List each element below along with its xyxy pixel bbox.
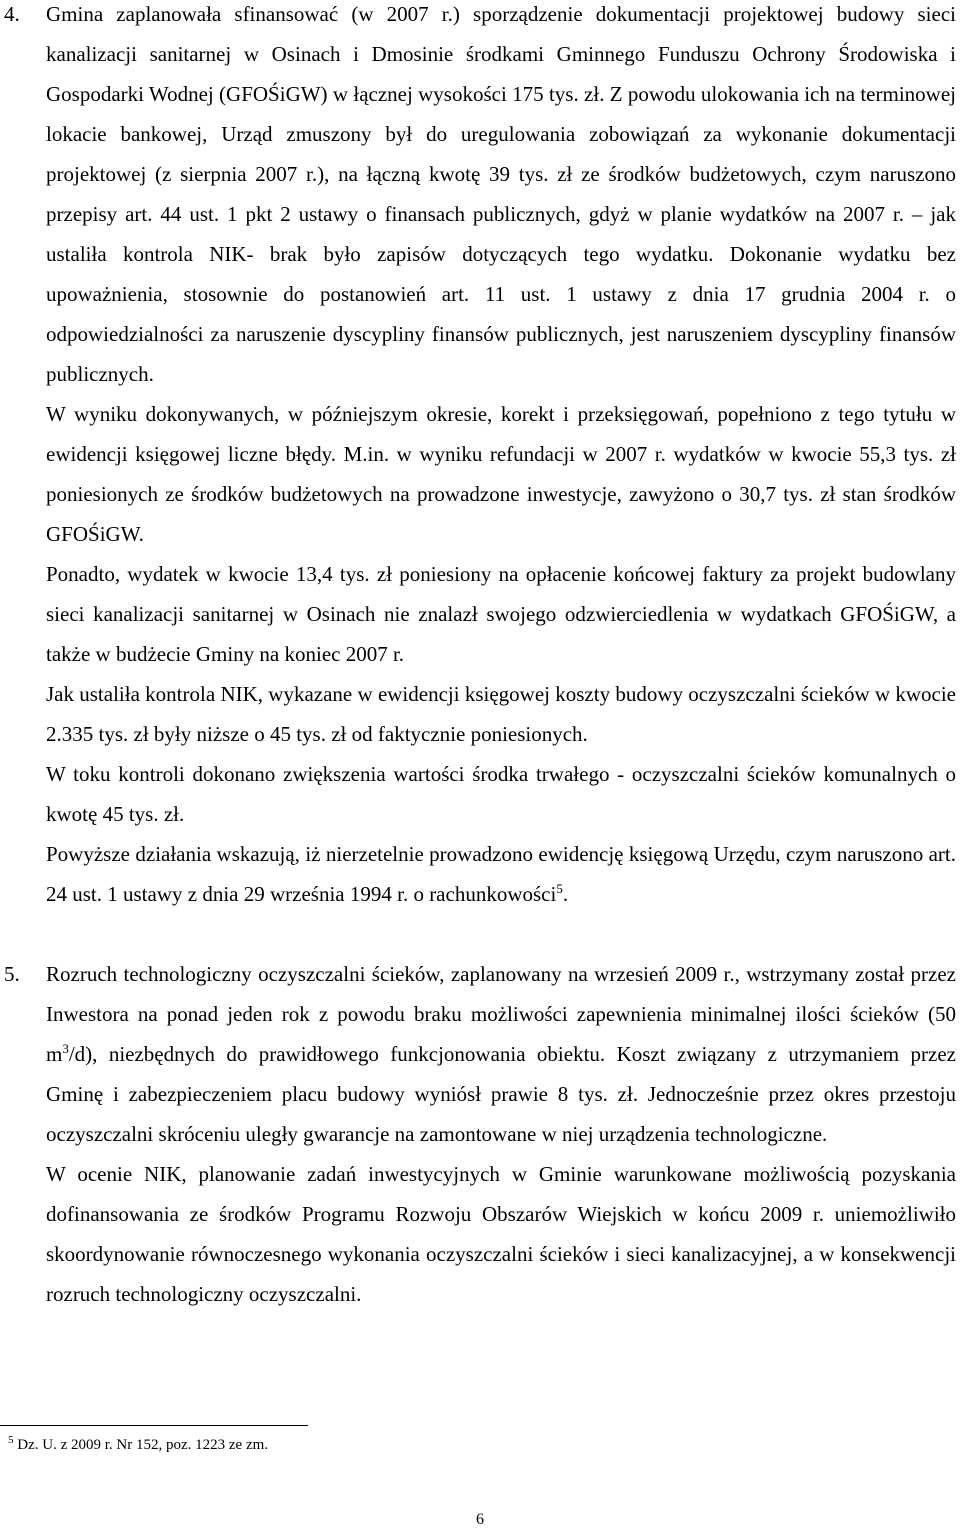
- paragraph: [46, 954, 956, 1154]
- page-number: 6: [476, 1511, 484, 1528]
- paragraph: Ponadto, wydatek w kwocie 13,4 tys. zł poniesiony na opłacenie końcowej faktury za projekt budowlany sieci kanalizacji sanitarnej w Osinach nie znalazł swojego odzwierciedlenia w wydatkach GFOŚiGW, a także w budżecie Gminy na koniec 2007 r.: [46, 562, 956, 666]
- footnote-separator: [0, 1425, 308, 1426]
- paragraph-text: Powyższe działania wskazują, iż nierzetelnie prowadzono ewidencję księgową Urzędu, czym naruszono art. 24 ust. 1 ustawy z dnia 29 września 1994 r. o rachunkowości: [46, 842, 956, 906]
- paragraph: W ocenie NIK, planowanie zadań inwestycyjnych w Gminie warunkowane możliwością pozyskania dofinansowania ze środków Programu Rozwoju Obszarów Wiejskich w końcu 2009 r. uniemożliwiło skoordynowanie równoczesnego wykonania oczyszczalni ścieków i sieci kanalizacyjnej, a w konsekwencji rozruch technologiczny oczyszczalni.: [46, 1162, 956, 1306]
- footnote-number: 5: [8, 1434, 14, 1446]
- paragraph: Jak ustaliła kontrola NIK, wykazane w ewidencji księgowej koszty budowy oczyszczalni ścieków w kwocie 2.335 tys. zł były niższe o 45 tys. zł od faktycznie poniesionych.: [46, 682, 956, 746]
- paragraph: Gmina zaplanowała sfinansować (w 2007 r.) sporządzenie dokumentacji projektowej budowy sieci kanalizacji sanitarnej w Osinach i Dmosinie środkami Gminnego Funduszu Ochrony Środowiska i Gospodarki Wodnej (GFOŚiGW) w łącznej wysokości 175 tys. zł. Z powodu ulokowania ich na terminowej lokacie bankowej, Urząd zmuszony był do uregulowania zobowiązań za wykonanie dokumentacji projektowej (z sierpnia 2007 r.), na łączną kwotę 39 tys. zł ze środków budżetowych, czym naruszono przepisy art. 44 ust. 1 pkt 2 ustawy o finansach publicznych, gdyż w planie wydatków na 2007 r. – jak ustaliła kontrola NIK- brak było zapisów dotyczących tego wydatku. Dokonanie wydatku bez upoważnienia, stosownie do postanowień art. 11 ust. 1 ustawy z dnia 17 grudnia 2004 r. o odpowiedzialności za naruszenie dyscypliny finansów publicznych, jest naruszeniem dyscypliny finansów publicznych.: [46, 2, 956, 386]
- list-number: 5.: [4, 962, 20, 986]
- footnote-reference: 5: [556, 881, 563, 896]
- paragraph-end: .: [562, 882, 569, 906]
- paragraph: W toku kontroli dokonano zwiększenia wartości środka trwałego - oczyszczalni ścieków komunalnych o kwotę 45 tys. zł.: [46, 762, 956, 826]
- footnote: [8, 1435, 268, 1455]
- paragraph: [46, 834, 956, 914]
- list-number: 4.: [4, 2, 20, 26]
- list-item-5: [0, 954, 960, 1314]
- paragraph-text: /d), niezbędnych do prawidłowego funkcjonowania obiektu. Koszt związany z utrzymaniem przez Gminę i zabezpieczeniem placu budowy wyniósł prawie 8 tys. zł. Jednocześnie przez okres przestoju oczyszczalni skróceniu uległy gwarancje na zamontowane w niej urządzenia technologiczne.: [46, 1042, 956, 1146]
- paragraph: W wyniku dokonywanych, w późniejszym okresie, korekt i przeksięgowań, popełniono z tego tytułu w ewidencji księgowej liczne błędy. M.in. w wyniku refundacji w 2007 r. wydatków w kwocie 55,3 tys. zł poniesionych ze środków budżetowych na prowadzone inwestycje, zawyżono o 30,7 tys. zł stan środków GFOŚiGW.: [46, 402, 956, 546]
- paragraph-text: Rozruch technologiczny oczyszczalni ścieków, zaplanowany na wrzesień 2009 r., wstrzymany został przez Inwestora na ponad jeden rok z powodu braku możliwości zapewnienia minimalnej ilości ścieków (50 m: [46, 962, 956, 1066]
- footnote-text: Dz. U. z 2009 r. Nr 152, poz. 1223 ze zm.: [13, 1437, 269, 1453]
- superscript: 3: [62, 1041, 69, 1056]
